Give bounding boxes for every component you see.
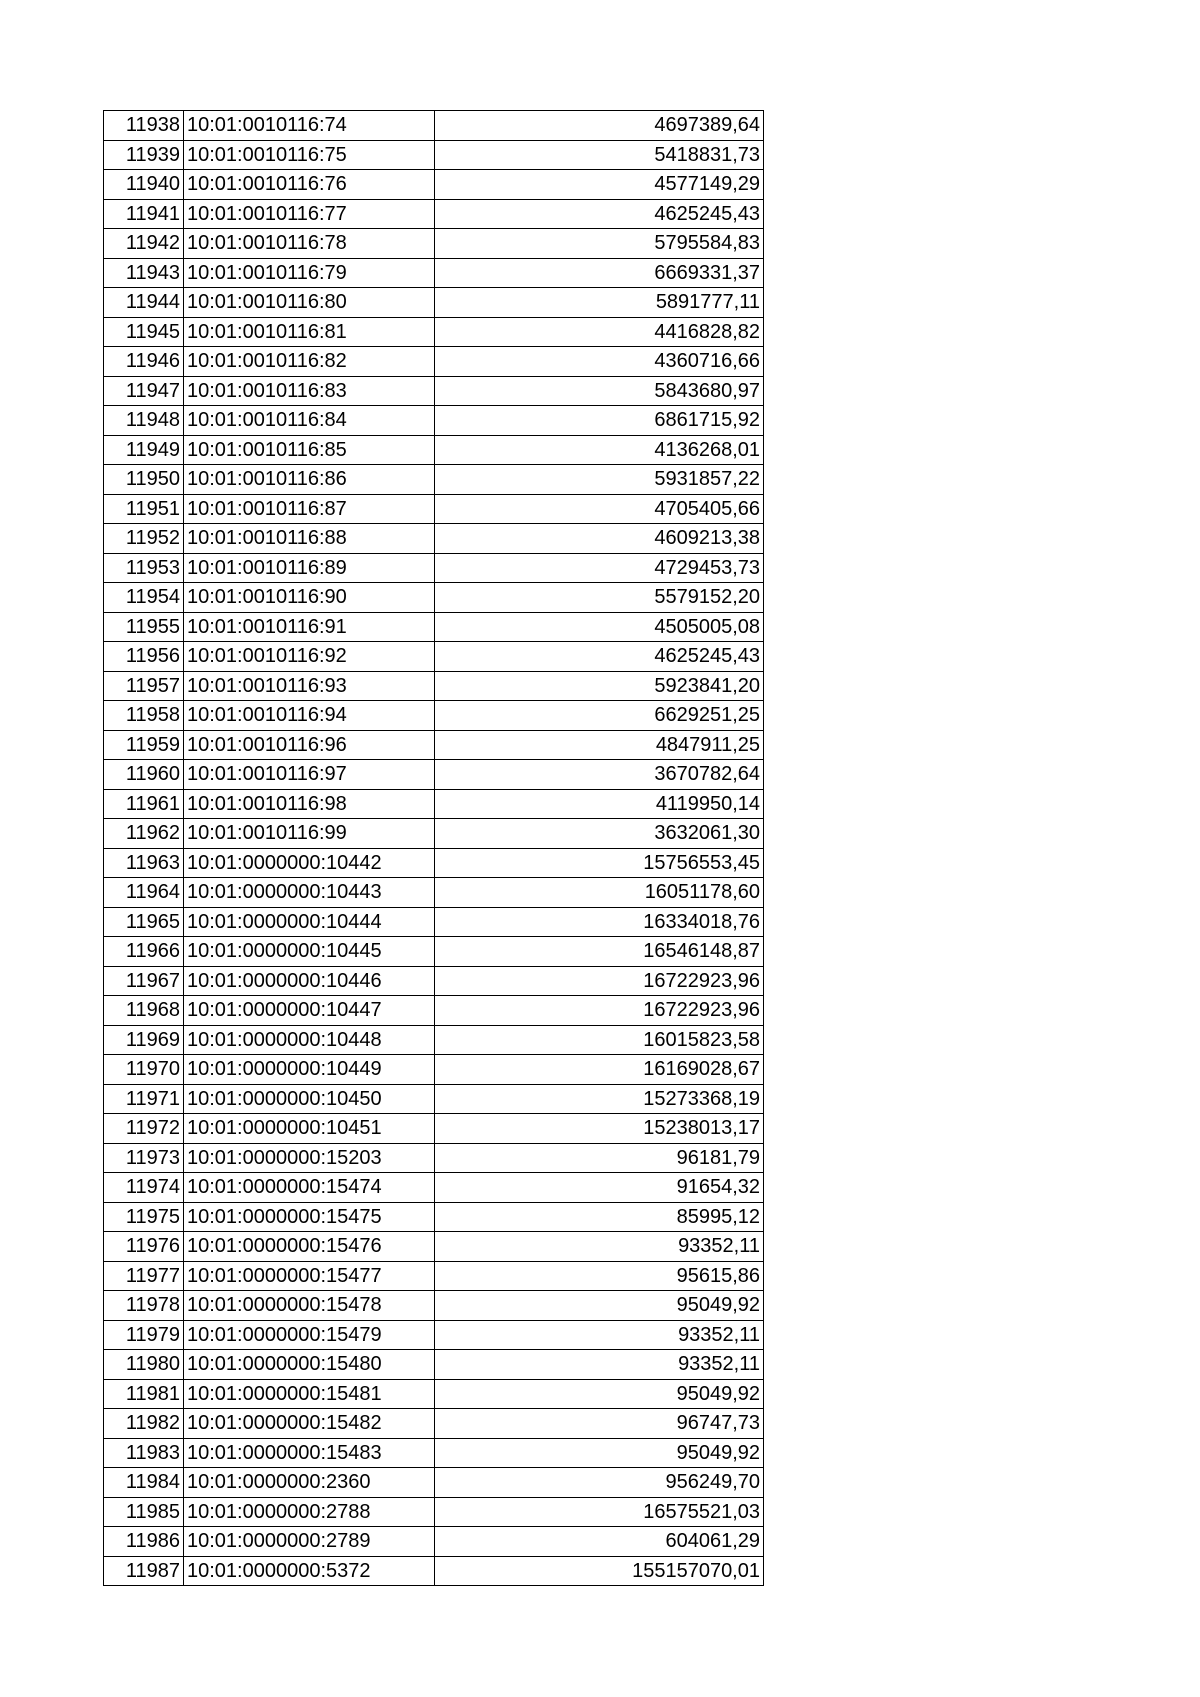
value-cell: 96747,73 (435, 1409, 764, 1439)
cadastral-number-cell: 10:01:0000000:15481 (184, 1379, 435, 1409)
table-row (104, 583, 764, 613)
cadastral-number-cell: 10:01:0010116:82 (184, 347, 435, 377)
table-row (104, 1468, 764, 1498)
table-row (104, 111, 764, 141)
row-number-cell: 11965 (104, 907, 184, 937)
table-row (104, 878, 764, 908)
table-row (104, 1173, 764, 1203)
cadastral-number-cell: 10:01:0010116:79 (184, 258, 435, 288)
table-row (104, 789, 764, 819)
row-number-cell: 11985 (104, 1497, 184, 1527)
value-cell: 3670782,64 (435, 760, 764, 790)
value-cell: 93352,11 (435, 1320, 764, 1350)
value-cell: 15238013,17 (435, 1114, 764, 1144)
row-number-cell: 11968 (104, 996, 184, 1026)
value-cell: 16722923,96 (435, 966, 764, 996)
cadastral-number-cell: 10:01:0010116:77 (184, 199, 435, 229)
value-cell: 604061,29 (435, 1527, 764, 1557)
cadastral-number-cell: 10:01:0000000:15475 (184, 1202, 435, 1232)
row-number-cell: 11949 (104, 435, 184, 465)
row-number-cell: 11944 (104, 288, 184, 318)
row-number-cell: 11986 (104, 1527, 184, 1557)
value-cell: 15273368,19 (435, 1084, 764, 1114)
cadastral-number-cell: 10:01:0010116:90 (184, 583, 435, 613)
row-number-cell: 11984 (104, 1468, 184, 1498)
row-number-cell: 11971 (104, 1084, 184, 1114)
cadastral-number-cell: 10:01:0010116:97 (184, 760, 435, 790)
table-row (104, 1527, 764, 1557)
row-number-cell: 11951 (104, 494, 184, 524)
cadastral-number-cell: 10:01:0000000:15477 (184, 1261, 435, 1291)
row-number-cell: 11959 (104, 730, 184, 760)
table-row (104, 199, 764, 229)
table-row (104, 819, 764, 849)
table-row (104, 317, 764, 347)
value-cell: 4360716,66 (435, 347, 764, 377)
value-cell: 4577149,29 (435, 170, 764, 200)
row-number-cell: 11952 (104, 524, 184, 554)
value-cell: 4505005,08 (435, 612, 764, 642)
value-cell: 16722923,96 (435, 996, 764, 1026)
row-number-cell: 11966 (104, 937, 184, 967)
cadastral-number-cell: 10:01:0010116:98 (184, 789, 435, 819)
table-row (104, 1291, 764, 1321)
cadastral-number-cell: 10:01:0010116:88 (184, 524, 435, 554)
table-row (104, 1409, 764, 1439)
value-cell: 16169028,67 (435, 1055, 764, 1085)
value-cell: 16575521,03 (435, 1497, 764, 1527)
cadastral-number-cell: 10:01:0000000:15203 (184, 1143, 435, 1173)
value-cell: 4609213,38 (435, 524, 764, 554)
table-row (104, 996, 764, 1026)
row-number-cell: 11976 (104, 1232, 184, 1262)
cadastral-number-cell: 10:01:0010116:78 (184, 229, 435, 259)
row-number-cell: 11961 (104, 789, 184, 819)
cadastral-number-cell: 10:01:0000000:15474 (184, 1173, 435, 1203)
cadastral-number-cell: 10:01:0010116:83 (184, 376, 435, 406)
table-row (104, 140, 764, 170)
table-row (104, 1379, 764, 1409)
row-number-cell: 11943 (104, 258, 184, 288)
row-number-cell: 11948 (104, 406, 184, 436)
row-number-cell: 11967 (104, 966, 184, 996)
cadastral-number-cell: 10:01:0000000:15479 (184, 1320, 435, 1350)
table-row (104, 1232, 764, 1262)
cadastral-number-cell: 10:01:0000000:10446 (184, 966, 435, 996)
cadastral-number-cell: 10:01:0000000:15478 (184, 1291, 435, 1321)
row-number-cell: 11975 (104, 1202, 184, 1232)
table-row (104, 347, 764, 377)
value-cell: 95049,92 (435, 1379, 764, 1409)
cadastral-number-cell: 10:01:0010116:99 (184, 819, 435, 849)
cadastral-number-cell: 10:01:0010116:81 (184, 317, 435, 347)
cadastral-number-cell: 10:01:0010116:91 (184, 612, 435, 642)
data-table (103, 110, 764, 1586)
cadastral-number-cell: 10:01:0000000:15480 (184, 1350, 435, 1380)
table-row (104, 1556, 764, 1586)
row-number-cell: 11979 (104, 1320, 184, 1350)
row-number-cell: 11945 (104, 317, 184, 347)
cadastral-number-cell: 10:01:0010116:87 (184, 494, 435, 524)
value-cell: 4729453,73 (435, 553, 764, 583)
table-row (104, 258, 764, 288)
value-cell: 16015823,58 (435, 1025, 764, 1055)
table-row (104, 1084, 764, 1114)
cadastral-number-cell: 10:01:0000000:10451 (184, 1114, 435, 1144)
row-number-cell: 11960 (104, 760, 184, 790)
row-number-cell: 11941 (104, 199, 184, 229)
table-row (104, 229, 764, 259)
row-number-cell: 11957 (104, 671, 184, 701)
table-row (104, 170, 764, 200)
value-cell: 93352,11 (435, 1350, 764, 1380)
table-body (104, 111, 764, 1586)
value-cell: 95049,92 (435, 1291, 764, 1321)
row-number-cell: 11978 (104, 1291, 184, 1321)
row-number-cell: 11970 (104, 1055, 184, 1085)
value-cell: 5418831,73 (435, 140, 764, 170)
row-number-cell: 11982 (104, 1409, 184, 1439)
value-cell: 16051178,60 (435, 878, 764, 908)
value-cell: 4136268,01 (435, 435, 764, 465)
value-cell: 4705405,66 (435, 494, 764, 524)
value-cell: 6861715,92 (435, 406, 764, 436)
cadastral-number-cell: 10:01:0010116:76 (184, 170, 435, 200)
row-number-cell: 11963 (104, 848, 184, 878)
value-cell: 4625245,43 (435, 642, 764, 672)
cadastral-number-cell: 10:01:0000000:2360 (184, 1468, 435, 1498)
table-row (104, 494, 764, 524)
table-row (104, 288, 764, 318)
row-number-cell: 11958 (104, 701, 184, 731)
value-cell: 956249,70 (435, 1468, 764, 1498)
row-number-cell: 11969 (104, 1025, 184, 1055)
row-number-cell: 11940 (104, 170, 184, 200)
value-cell: 16334018,76 (435, 907, 764, 937)
cadastral-number-cell: 10:01:0000000:15483 (184, 1438, 435, 1468)
cadastral-number-cell: 10:01:0000000:10443 (184, 878, 435, 908)
table-row (104, 435, 764, 465)
table-row (104, 1320, 764, 1350)
value-cell: 6669331,37 (435, 258, 764, 288)
value-cell: 4416828,82 (435, 317, 764, 347)
cadastral-number-cell: 10:01:0000000:2789 (184, 1527, 435, 1557)
table-row (104, 1438, 764, 1468)
value-cell: 93352,11 (435, 1232, 764, 1262)
table-row (104, 642, 764, 672)
table-row (104, 848, 764, 878)
row-number-cell: 11956 (104, 642, 184, 672)
value-cell: 95615,86 (435, 1261, 764, 1291)
value-cell: 5891777,11 (435, 288, 764, 318)
row-number-cell: 11972 (104, 1114, 184, 1144)
row-number-cell: 11980 (104, 1350, 184, 1380)
table-row (104, 701, 764, 731)
value-cell: 3632061,30 (435, 819, 764, 849)
cadastral-number-cell: 10:01:0000000:10445 (184, 937, 435, 967)
value-cell: 5795584,83 (435, 229, 764, 259)
value-cell: 96181,79 (435, 1143, 764, 1173)
table-row (104, 1055, 764, 1085)
row-number-cell: 11962 (104, 819, 184, 849)
cadastral-number-cell: 10:01:0000000:5372 (184, 1556, 435, 1586)
value-cell: 155157070,01 (435, 1556, 764, 1586)
value-cell: 4847911,25 (435, 730, 764, 760)
value-cell: 5923841,20 (435, 671, 764, 701)
cadastral-number-cell: 10:01:0010116:86 (184, 465, 435, 495)
cadastral-number-cell: 10:01:0000000:2788 (184, 1497, 435, 1527)
table-row (104, 376, 764, 406)
value-cell: 6629251,25 (435, 701, 764, 731)
value-cell: 4625245,43 (435, 199, 764, 229)
value-cell: 85995,12 (435, 1202, 764, 1232)
row-number-cell: 11964 (104, 878, 184, 908)
cadastral-number-cell: 10:01:0000000:10444 (184, 907, 435, 937)
table-row (104, 1350, 764, 1380)
cadastral-number-cell: 10:01:0010116:93 (184, 671, 435, 701)
value-cell: 16546148,87 (435, 937, 764, 967)
table-row (104, 1025, 764, 1055)
cadastral-number-cell: 10:01:0000000:10448 (184, 1025, 435, 1055)
table-row (104, 1497, 764, 1527)
row-number-cell: 11983 (104, 1438, 184, 1468)
value-cell: 91654,32 (435, 1173, 764, 1203)
table-row (104, 1114, 764, 1144)
cadastral-number-cell: 10:01:0000000:15476 (184, 1232, 435, 1262)
cadastral-number-cell: 10:01:0010116:74 (184, 111, 435, 141)
value-cell: 5931857,22 (435, 465, 764, 495)
table-row (104, 1261, 764, 1291)
row-number-cell: 11938 (104, 111, 184, 141)
value-cell: 15756553,45 (435, 848, 764, 878)
value-cell: 4697389,64 (435, 111, 764, 141)
row-number-cell: 11977 (104, 1261, 184, 1291)
cadastral-number-cell: 10:01:0000000:10450 (184, 1084, 435, 1114)
cadastral-number-cell: 10:01:0000000:15482 (184, 1409, 435, 1439)
row-number-cell: 11987 (104, 1556, 184, 1586)
table-row (104, 1143, 764, 1173)
value-cell: 5579152,20 (435, 583, 764, 613)
row-number-cell: 11973 (104, 1143, 184, 1173)
cadastral-number-cell: 10:01:0000000:10449 (184, 1055, 435, 1085)
table-row (104, 465, 764, 495)
cadastral-number-cell: 10:01:0010116:94 (184, 701, 435, 731)
cadastral-number-cell: 10:01:0010116:75 (184, 140, 435, 170)
row-number-cell: 11950 (104, 465, 184, 495)
table-row (104, 612, 764, 642)
row-number-cell: 11981 (104, 1379, 184, 1409)
table-row (104, 671, 764, 701)
row-number-cell: 11939 (104, 140, 184, 170)
table-row (104, 1202, 764, 1232)
table-row (104, 524, 764, 554)
row-number-cell: 11953 (104, 553, 184, 583)
value-cell: 95049,92 (435, 1438, 764, 1468)
cadastral-number-cell: 10:01:0000000:10442 (184, 848, 435, 878)
value-cell: 4119950,14 (435, 789, 764, 819)
row-number-cell: 11947 (104, 376, 184, 406)
table-row (104, 937, 764, 967)
cadastral-number-cell: 10:01:0000000:10447 (184, 996, 435, 1026)
table-row (104, 730, 764, 760)
row-number-cell: 11955 (104, 612, 184, 642)
row-number-cell: 11942 (104, 229, 184, 259)
table-row (104, 966, 764, 996)
cadastral-number-cell: 10:01:0010116:89 (184, 553, 435, 583)
row-number-cell: 11946 (104, 347, 184, 377)
row-number-cell: 11954 (104, 583, 184, 613)
cadastral-number-cell: 10:01:0010116:96 (184, 730, 435, 760)
table-row (104, 553, 764, 583)
value-cell: 5843680,97 (435, 376, 764, 406)
table-row (104, 406, 764, 436)
row-number-cell: 11974 (104, 1173, 184, 1203)
table-row (104, 907, 764, 937)
table-row (104, 760, 764, 790)
cadastral-number-cell: 10:01:0010116:80 (184, 288, 435, 318)
cadastral-number-cell: 10:01:0010116:92 (184, 642, 435, 672)
cadastral-number-cell: 10:01:0010116:84 (184, 406, 435, 436)
cadastral-number-cell: 10:01:0010116:85 (184, 435, 435, 465)
